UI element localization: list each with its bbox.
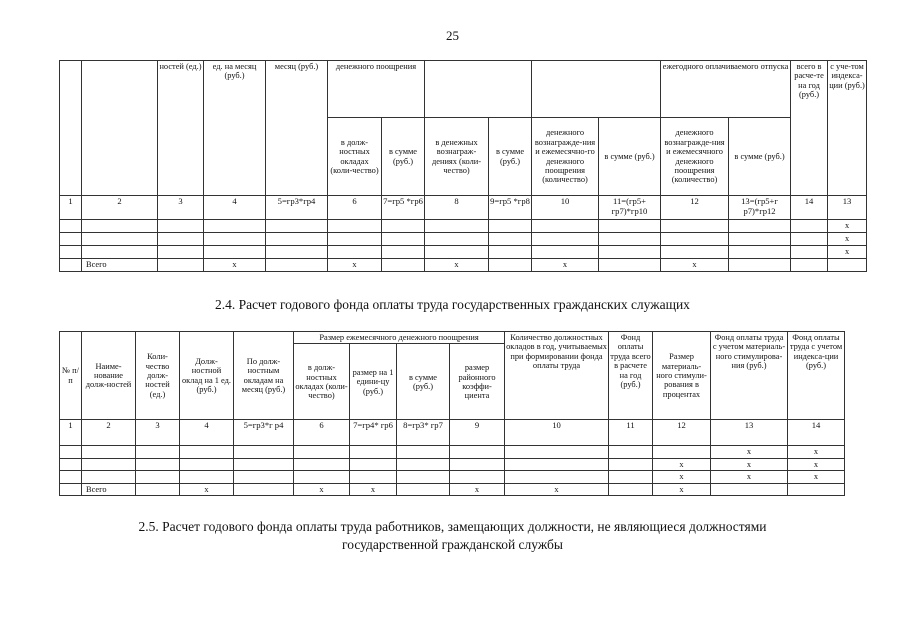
subheader-cell: в сумме (руб.) — [382, 118, 425, 196]
total-label: Всего — [82, 483, 136, 495]
x-mark: x — [505, 483, 609, 495]
x-mark: x — [788, 458, 845, 470]
header-cell: Фонд оплаты труда всего в расчете на год (руб.) — [609, 332, 653, 420]
x-mark: x — [711, 471, 788, 483]
header-cell: Коли-чество долж-ностей (ед.) — [136, 332, 180, 420]
header-cell — [82, 61, 158, 196]
x-mark: x — [425, 259, 489, 272]
x-mark: x — [653, 458, 711, 470]
column-number-row — [60, 420, 845, 446]
table-row — [60, 471, 845, 483]
column-number: 14 — [791, 196, 828, 220]
table-row — [60, 446, 845, 458]
column-number: 1 — [60, 196, 82, 220]
column-number: 4 — [204, 196, 266, 220]
column-number: 12 — [653, 420, 711, 446]
header-cell: всего в расче-те на год (руб.) — [791, 61, 828, 196]
x-mark: x — [788, 471, 845, 483]
total-label: Всего — [82, 259, 158, 272]
table-row — [60, 246, 867, 259]
x-mark: x — [828, 220, 867, 233]
column-number: 2 — [82, 196, 158, 220]
header-cell: Фонд оплаты труда с учетом материаль-ного стимулирова-ния (руб.) — [711, 332, 788, 420]
header-cell: По долж-ностным окладам на месяц (руб.) — [234, 332, 294, 420]
subheader-cell: размер районного коэффи-циента — [450, 344, 505, 420]
subheader-cell: в денежных вознаграж-дениях (коли-чество) — [425, 118, 489, 196]
header-cell: Фонд оплаты труда с учетом индекса-ции (руб.) — [788, 332, 845, 420]
total-row — [60, 483, 845, 495]
column-number-row — [60, 196, 867, 220]
header-cell — [60, 61, 82, 196]
column-number: 5=гр3*гр4 — [266, 196, 328, 220]
x-mark: x — [828, 246, 867, 259]
x-mark: x — [828, 233, 867, 246]
column-number: 10 — [505, 420, 609, 446]
header-cell: Количество должностных окладов в год, учитываемых при формировании фонда оплаты труда — [505, 332, 609, 420]
table-header-row — [60, 332, 845, 344]
x-mark: x — [328, 259, 382, 272]
column-number: 9 — [450, 420, 505, 446]
header-cell: ежегодного оплачиваемого отпуска — [661, 61, 791, 118]
x-mark: x — [711, 446, 788, 458]
column-number: 6 — [328, 196, 382, 220]
column-number: 5=гр3*г р4 — [234, 420, 294, 446]
header-cell: Наиме-нование долж-ностей — [82, 332, 136, 420]
column-number: 13 — [711, 420, 788, 446]
column-number: 14 — [788, 420, 845, 446]
x-mark: x — [180, 483, 234, 495]
column-number: 3 — [158, 196, 204, 220]
subheader-cell: денежного вознагражде-ния и ежемесячно-го денежного поощрения (количество) — [532, 118, 599, 196]
table-civil-servants-fund — [59, 331, 845, 496]
section-heading-2-5 — [0, 518, 905, 553]
subheader-cell: в сумме (руб.) — [729, 118, 791, 196]
subheader-cell: в сумме (руб.) — [599, 118, 661, 196]
column-number: 8 — [425, 196, 489, 220]
header-cell: № п/ п — [60, 332, 82, 420]
column-number: 7=гр5 *гр6 — [382, 196, 425, 220]
column-number: 11=(гр5+ гр7)*гр10 — [599, 196, 661, 220]
column-number: 9=гр5 *гр8 — [489, 196, 532, 220]
x-mark: x — [204, 259, 266, 272]
x-mark: x — [661, 259, 729, 272]
column-number: 13=(гр5+г р7)*гр12 — [729, 196, 791, 220]
header-cell — [532, 61, 661, 118]
column-number: 4 — [180, 420, 234, 446]
x-mark: x — [653, 483, 711, 495]
x-mark: x — [294, 483, 350, 495]
column-number: 10 — [532, 196, 599, 220]
x-mark: x — [653, 471, 711, 483]
header-cell: Долж-ностной оклад на 1 ед. (руб.) — [180, 332, 234, 420]
subheader-cell: в сумме (руб.) — [397, 344, 450, 420]
x-mark: x — [711, 458, 788, 470]
header-cell: ед. на месяц (руб.) — [204, 61, 266, 196]
header-cell — [425, 61, 532, 118]
x-mark: x — [788, 446, 845, 458]
table-row — [60, 220, 867, 233]
column-number: 1 — [60, 420, 82, 446]
column-number: 6 — [294, 420, 350, 446]
subheader-cell: денежного вознагражде-ния и ежемесячного денежного поощрения (количество) — [661, 118, 729, 196]
total-row — [60, 259, 867, 272]
header-cell: ностей (ед.) — [158, 61, 204, 196]
subheader-cell: в долж-ностных окладах (коли-чество) — [294, 344, 350, 420]
header-cell: денежного поощрения — [328, 61, 425, 118]
subheader-cell: в долж-ностных окладах (коли-чество) — [328, 118, 382, 196]
table-continuation — [59, 60, 867, 272]
heading-line: 2.5. Расчет годового фонда оплаты труда работников, замещающих должности, не являющиеся должностями — [138, 519, 767, 534]
header-cell: с уче-том индекса-ции (руб.) — [828, 61, 867, 196]
table-row — [60, 233, 867, 246]
column-number: 7=гр4* гр6 — [350, 420, 397, 446]
x-mark: x — [532, 259, 599, 272]
subheader-cell: в сумме (руб.) — [489, 118, 532, 196]
table-header-row — [60, 61, 867, 118]
column-number: 12 — [661, 196, 729, 220]
table-row — [60, 458, 845, 470]
column-number: 3 — [136, 420, 180, 446]
x-mark: x — [450, 483, 505, 495]
heading-line: государственной гражданской службы — [342, 536, 563, 552]
column-number: 13 — [828, 196, 867, 220]
section-heading-2-4: 2.4. Расчет годового фонда оплаты труда государственных гражданских служащих — [215, 297, 690, 312]
header-cell: месяц (руб.) — [266, 61, 328, 196]
subheader-cell: размер на 1 едини-цу (руб.) — [350, 344, 397, 420]
page-number: 25 — [446, 28, 459, 43]
column-number: 11 — [609, 420, 653, 446]
x-mark: x — [350, 483, 397, 495]
header-cell: Размер ежемесячного денежного поощрения — [294, 332, 505, 344]
header-cell: Размер материаль-ного стимули-рования в процентах — [653, 332, 711, 420]
column-number: 2 — [82, 420, 136, 446]
column-number: 8=гр3* гр7 — [397, 420, 450, 446]
